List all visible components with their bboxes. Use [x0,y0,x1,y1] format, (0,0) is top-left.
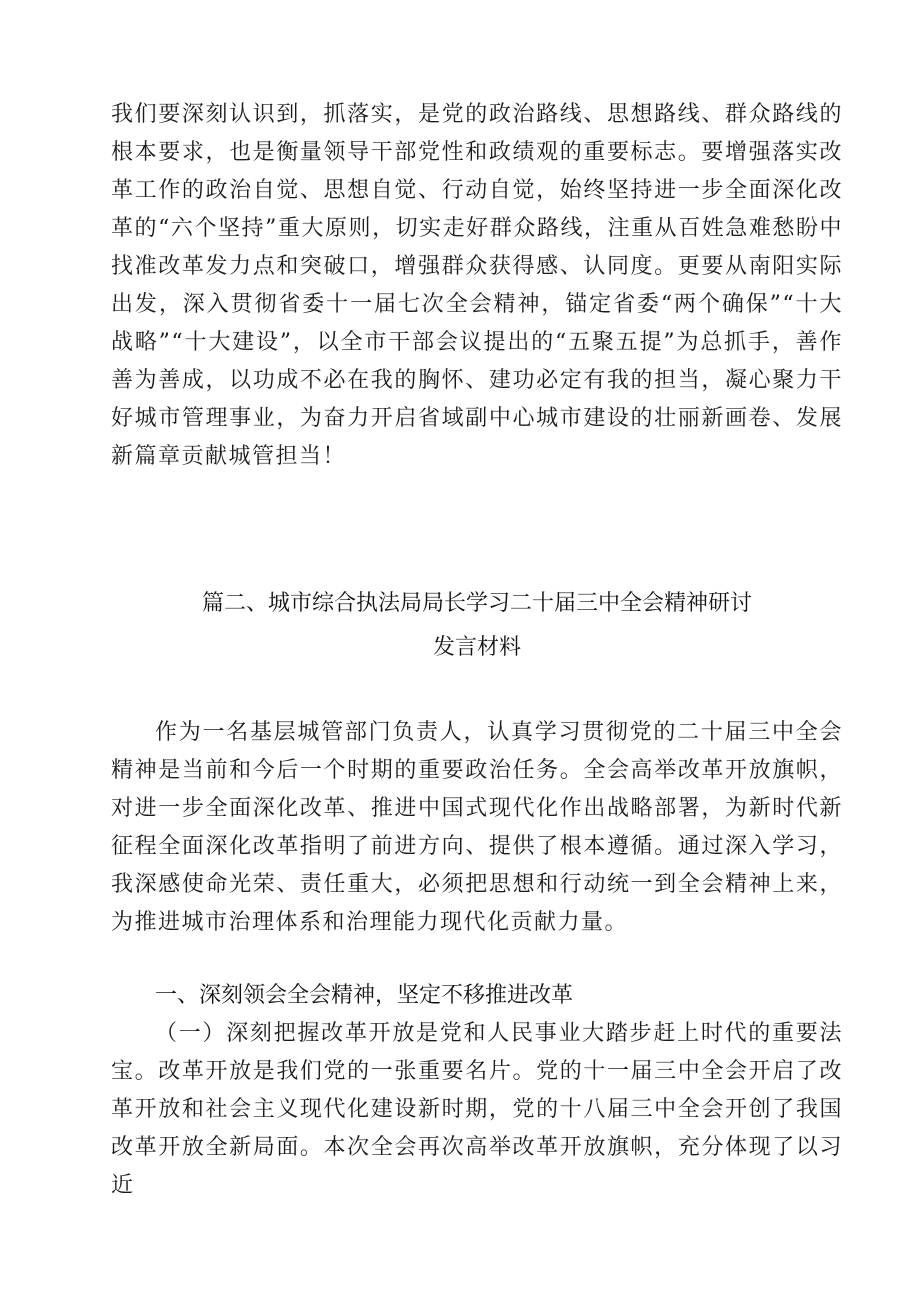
section-title-line-1: 篇二、城市综合执法局局长学习二十届三中全会精神研讨 [201,591,752,616]
body-paragraph-continuation: 我们要深刻认识到，抓落实，是党的政治路线、思想路线、群众路线的根本要求，也是衡量领导干部党性和政绩观的重要标志。要增强落实改革工作的政治自觉、思想自觉、行动自觉，始终坚持进一步全面深化改革的“六个坚持”重大原则，切实走好群众路线，注重从百姓急难愁盼中找准改革发力点和突破口，增强群众获得感、认同度。更要从南阳实际出发，深入贯彻省委十一届七次全会精神，锚定省委“两个确保”“十大战略”“十大建设”，以全市干部会议提出的“五聚五提”为总抓手，善作善为善成，以功成不必在我的胸怀、建功必定有我的担当，凝心聚力干好城市管理事业，为奋力开启省域副中心城市建设的壮丽新画卷、发展新篇章贡献城管担当！ [111,102,843,469]
section-heading-1: 一、深刻领会全会精神，坚定不移推进改革 [155,983,574,1008]
body-paragraph-subsection-1: （一）深刻把握改革开放是党和人民事业大踏步赶上时代的重要法宝。改革开放是我们党的一张重要名片。党的十一届三中全会开启了改革开放和社会主义现代化建设新时期，党的十八届三中全会开创了我国改革开放全新局面。本次全会再次高举改革开放旗帜，充分体现了以习近 [111,1021,843,1198]
section-title-line-2: 发言材料 [432,635,521,660]
body-paragraph-intro: 作为一名基层城管部门负责人，认真学习贯彻党的二十届三中全会精神是当前和今后一个时期的重要政治任务。全会高举改革开放旗帜，对进一步全面深化改革、推进中国式现代化作出战略部署，为新时代新征程全面深化改革指明了前进方向、提供了根本遵循。通过深入学习，我深感使命光荣、责任重大，必须把思想和行动统一到全会精神上来，为推进城市治理体系和治理能力现代化贡献力量。 [111,720,843,935]
